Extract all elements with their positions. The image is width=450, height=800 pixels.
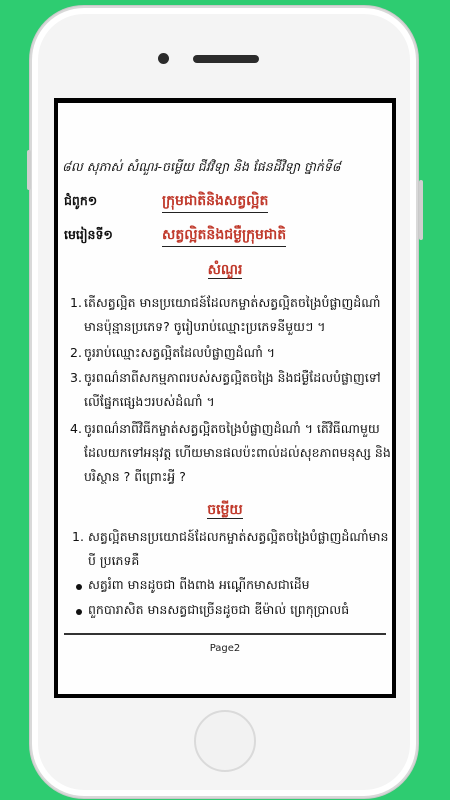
question-line: ដែលយកទៅអនុវត្ត ហើយមានផលប៉ះពាល់ដល់សុខភាពមនុស្ស និង	[84, 445, 391, 460]
power-button	[419, 180, 423, 240]
question-line: បរិស្ថាន ? ពីព្រោះអ្វី ?	[84, 469, 186, 484]
answers-heading: ចម្លើយ	[207, 502, 243, 518]
front-camera-icon	[158, 53, 169, 64]
question-line: លើផ្នែកផ្សេងៗរបស់ដំណាំ ។	[84, 394, 215, 409]
chapter-title: ក្រុមជាតិនិងសត្វល្អិត	[162, 191, 268, 213]
bullet-item: សត្វរំពា មានដូចជា ពីងពាង អណ្ដើកមាសជាដើម	[88, 577, 310, 592]
volume-button	[27, 150, 31, 190]
page-header: ៨ល សុភាស់ សំណួរ-ចម្លើយ ជីវវិទ្យា និង ផែនដីវិទ្យា ថ្នាក់ទី៨	[62, 159, 341, 174]
question-number: 2.	[70, 345, 82, 360]
document-content	[58, 103, 392, 694]
question-line: ចូរពណ៌នាពីវិធីកម្ចាត់សត្វល្អិតចង្រៃបំផ្លាញដំណាំ ។ តើវិធីណាមួយ	[84, 421, 380, 436]
question-number: 1.	[70, 295, 82, 310]
question-line: ចូរពណ៌នាពីសកម្មភាពរបស់សត្វល្អិតចង្រៃ និងជម្ងឺដែលបំផ្លាញទៅ	[84, 370, 381, 385]
question-line: តើសត្វល្អិត មានប្រយោជន៍ដែលកម្ចាត់សត្វល្អិតចង្រៃបំផ្លាញដំណាំ	[84, 295, 381, 310]
question-number: 4.	[70, 421, 82, 436]
home-button[interactable]	[194, 710, 256, 772]
lesson-title: សត្វល្អិតនិងជម្ងឺក្រុមជាតិ	[162, 225, 286, 247]
question-line: ចូររាប់ឈ្មោះសត្វល្អិតដែលបំផ្លាញដំណាំ ។	[84, 345, 276, 360]
questions-heading: សំណួរ	[207, 262, 243, 278]
bullet-icon	[76, 609, 82, 615]
answer-line: បី ប្រភេទគឺ	[88, 553, 140, 568]
answer-number: 1.	[72, 529, 84, 544]
page-number: Page2	[209, 643, 241, 654]
question-number: 3.	[70, 370, 82, 385]
chapter-label: ជំពូក១	[64, 193, 98, 208]
speaker-grille	[193, 55, 259, 63]
bullet-icon	[76, 584, 82, 590]
footer-divider	[64, 633, 386, 635]
document-page[interactable]	[58, 103, 392, 694]
lesson-label: មេរៀនទី១	[64, 227, 113, 242]
question-line: មានប៉ុន្មានប្រភេទ? ចូរៀបរាប់ឈ្មោះប្រភេទនីមួយៗ ។	[84, 319, 326, 334]
answer-line: សត្វល្អិតមានប្រយោជន៍ដែលកម្ចាត់សត្វល្អិតចង្រៃបំផ្លាញដំណាំមាន	[88, 529, 389, 544]
bullet-item: ពួកបារាសិត មានសត្វជាច្រើនដូចជា ឌីម៉ាល់ ព្រេកុប្រាលធំ	[88, 602, 350, 617]
